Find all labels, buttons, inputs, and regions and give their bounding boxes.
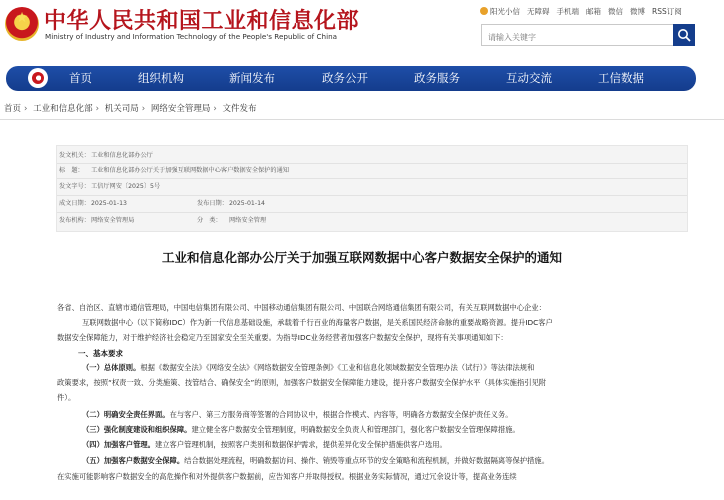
recipients: 各省、自治区、直辖市通信管理局，中国电信集团有限公司、中国移动通信集团有限公司、中国联合网络通信集团有限公司，有关互联网数据中心企业：	[57, 303, 546, 312]
top-link-weibo[interactable]: 微博	[630, 7, 645, 16]
nav-item-services[interactable]: 政务服务	[414, 71, 460, 85]
search-icon	[677, 28, 691, 42]
nav-item-data[interactable]: 工信数据	[598, 71, 644, 85]
search-box	[481, 24, 695, 46]
top-link-wechat[interactable]: 微信	[608, 7, 623, 16]
top-link-accessibility[interactable]: 无障碍	[527, 7, 550, 16]
divider	[57, 178, 687, 179]
item-general-principles: （一）总体原则。根据《数据安全法》《网络安全法》《网络数据安全管理条例》《工业和信息化领域数据安全管理办法（试行）》等法律法规和	[82, 363, 535, 372]
nav-item-organization[interactable]: 组织机构	[138, 71, 184, 85]
national-emblem-icon[interactable]: ★	[5, 7, 39, 41]
meta-number: 发文字号： 工信厅网安〔2025〕5号	[59, 183, 161, 190]
top-link-sunshine[interactable]: 阳光小信	[480, 6, 520, 17]
item-institutions: （三）强化制度建设和组织保障。建立健全客户数据安全管理制度，明确数据安全负责人和管理部门，强化客户数据安全管理保障措施。	[82, 425, 520, 434]
meta-org: 发布机构： 网络安全管理局 分 类： 网络安全管理	[59, 217, 267, 224]
breadcrumb-home[interactable]: 首页	[4, 104, 22, 114]
nav-item-government-affairs[interactable]: 政务公开	[322, 71, 368, 85]
nav-item-news[interactable]: 新闻发布	[229, 71, 275, 85]
chevron-right-icon: ›	[141, 104, 146, 114]
item-customer-management: （四）加强客户管理。建立客户管理机制，按照客户类别和数据保护需求，提供差异化安全保护措施供客户选用。	[82, 440, 447, 449]
divider	[0, 119, 724, 120]
top-links	[480, 6, 682, 17]
breadcrumb-cybersecurity[interactable]: 网络安全管理局	[150, 104, 211, 114]
section-heading: 一、基本要求	[78, 349, 123, 358]
chevron-right-icon: ›	[213, 104, 217, 114]
chevron-right-icon: ›	[24, 104, 28, 114]
intro-paragraph: 互联网数据中心（以下简称IDC）作为新一代信息基础设施，承载着千行百业的海量客户数据，是关系国民经济命脉的重要战略资源。提升IDC客户	[82, 318, 553, 327]
intro-paragraph-line: 数据安全保障能力，对于维护经济社会稳定乃至国家安全至关重要。为指导IDC业务经营者加强客户数据安全保护，现将有关事项通知如下：	[57, 333, 508, 342]
meta-issuer: 发文机关： 工业和信息化部办公厅	[59, 152, 153, 159]
meta-title: 标 题： 工业和信息化部办公厅关于加强互联网数据中心客户数据安全保护的通知	[59, 167, 289, 174]
breadcrumb-ministry[interactable]: 工业和信息化部	[33, 104, 93, 114]
site-title[interactable]: 中华人民共和国工业和信息化部	[44, 9, 360, 34]
divider	[57, 212, 687, 213]
breadcrumb-documents[interactable]: 文件发布	[222, 104, 257, 114]
document-metadata	[56, 145, 688, 232]
item-general-principles-line: 政策要求，按照“权责一致、分类施策、技管结合、确保安全”的原则，加强客户数据安全保障能力建设，提升客户数据安全保护水平（具体实施指引见附	[57, 378, 547, 387]
item-data-security: （五）加强客户数据安全保障。结合数据处理流程，明确数据访问、操作、销毁等重点环节的安全策略和流程机制，并做好数据隔离等保护措施。	[82, 456, 549, 465]
nav-item-home[interactable]: 首页	[69, 71, 92, 85]
search-button[interactable]	[673, 24, 695, 46]
breadcrumb	[4, 102, 257, 114]
site-header	[0, 0, 724, 62]
divider	[57, 195, 687, 196]
meta-dates: 成文日期： 2025-01-13 发布日期： 2025-01-14	[59, 200, 265, 207]
breadcrumb-departments[interactable]: 机关司局	[104, 104, 139, 114]
sunshine-icon	[480, 7, 488, 15]
top-link-mail[interactable]: 邮箱	[586, 7, 601, 16]
item-responsibility: （二）明确安全责任界面。在与客户、第三方服务商等签署的合同协议中，根据合作模式、内容等，明确各方数据安全保护责任义务。	[82, 410, 513, 419]
item-general-principles-line: 件）。	[57, 393, 76, 402]
document-title: 工业和信息化部办公厅关于加强互联网数据中心客户数据安全保护的通知	[161, 250, 562, 265]
nav-item-interaction[interactable]: 互动交流	[506, 71, 552, 85]
item-data-security-line: 在实施可能影响客户数据安全的高危操作和对外提供客户数据前，应告知客户并取得授权。根据业务实际情况，通过冗余设计等，提高业务连续	[57, 472, 517, 481]
miit-logo-icon[interactable]	[28, 68, 48, 88]
top-link-mobile[interactable]: 手机端	[556, 7, 579, 16]
main-nav	[6, 66, 696, 91]
site-title-english: Ministry of Industry and Information Technology of the People's Republic of China	[45, 32, 338, 41]
chevron-right-icon: ›	[95, 104, 100, 114]
search-input[interactable]	[482, 28, 672, 48]
top-link-rss[interactable]: RSS订阅	[652, 7, 682, 16]
